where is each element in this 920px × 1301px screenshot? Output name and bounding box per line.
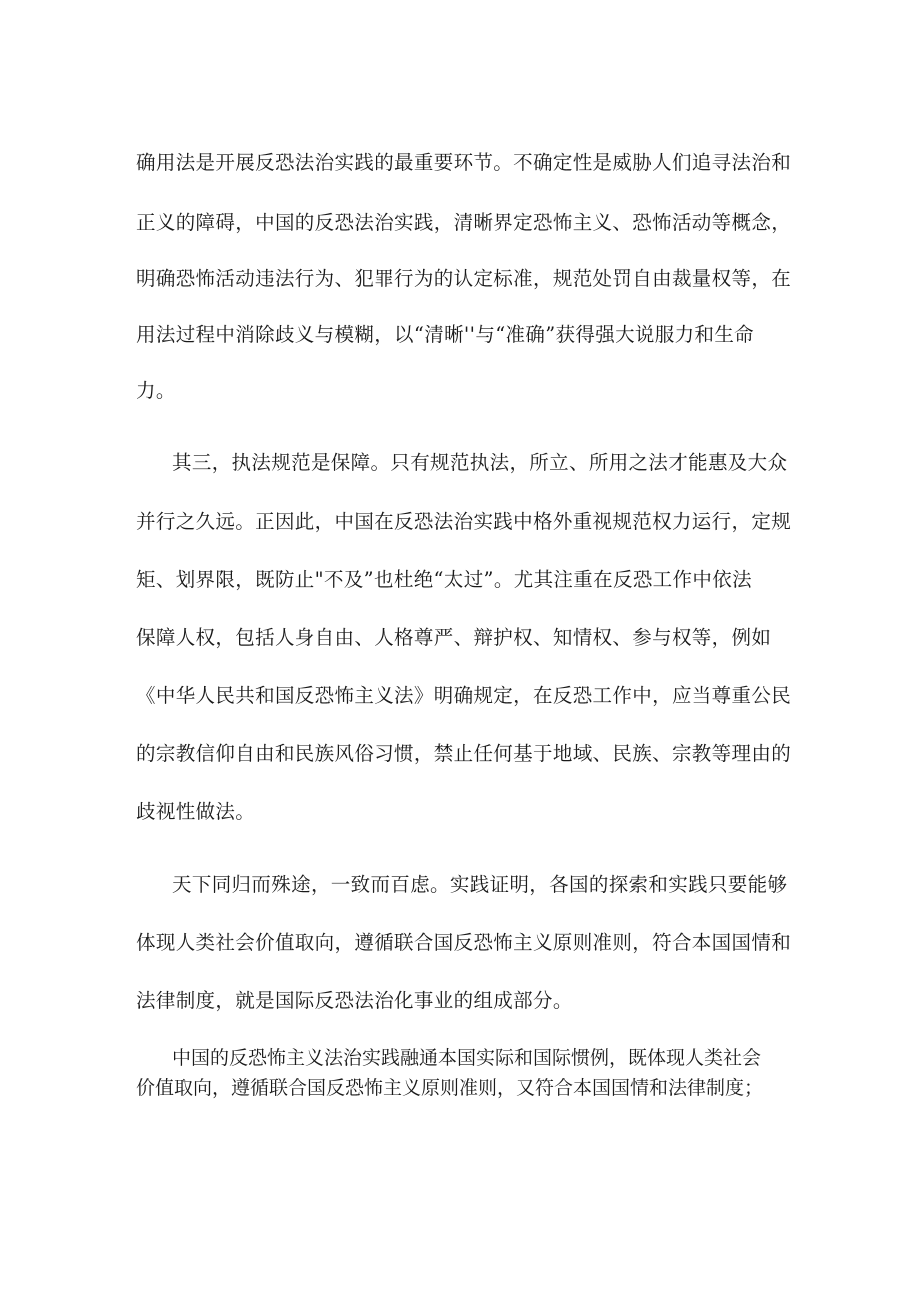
text-line: 保障人权，包括人身自由、人格尊严、辩护权、知情权、参与权等，例如 bbox=[136, 626, 772, 649]
text-line: 歧视性做法。 bbox=[136, 800, 256, 823]
text-line: 中国的反恐怖主义法治实践融通本国实际和国际惯例，既体现人类社会 bbox=[172, 1047, 762, 1069]
text-line: 并行之久远。正因此，中国在反恐法治实践中格外重视规范权力运行，定规 bbox=[136, 510, 792, 533]
text-line: 矩、划界限，既防止"不及”也杜绝“太过”。尤其注重在反恐工作中依法 bbox=[136, 568, 752, 591]
text-line: 力。 bbox=[136, 379, 176, 402]
text-line: 正义的障碍，中国的反恐法治实践，清晰界定恐怖主义、恐怖活动等概念， bbox=[136, 211, 792, 234]
text-line: 法律制度，就是国际反恐法治化事业的组成部分。 bbox=[136, 989, 573, 1012]
text-line: 明确恐怖活动违法行为、犯罪行为的认定标准，规范处罚自由裁量权等，在 bbox=[136, 267, 792, 290]
text-line: 体现人类社会价值取向，遵循联合国反恐怖主义原则准则，符合本国国情和 bbox=[136, 931, 792, 954]
text-line: 天下同归而殊途，一致而百虑。实践证明，各国的探索和实践只要能够 bbox=[172, 873, 788, 896]
text-line: 《中华人民共和国反恐怖主义法》明确规定，在反恐工作中，应当尊重公民 bbox=[136, 684, 792, 707]
text-line: 价值取向，遵循联合国反恐怖主义原则准则，又符合本国国情和法律制度； bbox=[136, 1077, 764, 1099]
text-line: 的宗教信仰自由和民族风俗习惯，禁止任何基于地域、民族、宗教等理由的 bbox=[136, 742, 792, 765]
text-line: 确用法是开展反恐法治实践的最重要环节。不确定性是威胁人们追寻法治和 bbox=[136, 151, 792, 174]
text-line: 用法过程中消除歧义与模糊，以“清晰''与“准确”获得强大说服力和生命 bbox=[136, 323, 755, 346]
text-line: 其三，执法规范是保障。只有规范执法，所立、所用之法才能惠及大众 bbox=[172, 451, 788, 474]
